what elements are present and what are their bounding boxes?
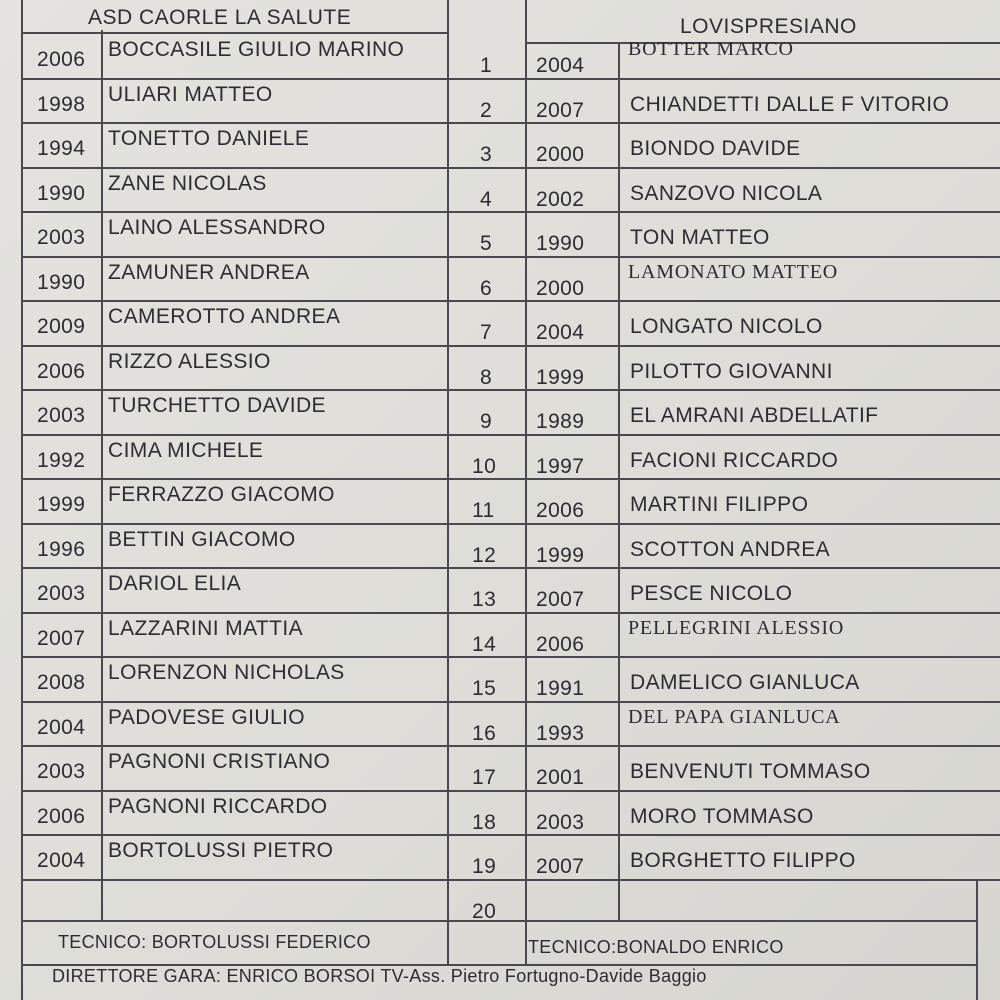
home-player-name: LAINO ALESSANDRO [108,216,326,239]
home-birth-year: 2006 [37,359,86,383]
away-birth-year: 2004 [536,54,585,77]
shirt-number: 5 [480,232,493,255]
home-birth-year: 1990 [37,181,86,205]
shirt-number: 17 [472,766,497,789]
away-birth-year: 2001 [536,766,585,789]
away-player-name: MARTINI FILIPPO [630,493,809,516]
shirt-number: 7 [480,321,493,344]
shirt-number: 6 [480,276,493,300]
grid-line-home-year [101,30,103,920]
shirt-number: 18 [472,810,497,834]
shirt-number: 19 [472,855,497,878]
row-divider [21,567,1000,569]
home-player-name: ZAMUNER ANDREA [108,260,310,284]
away-birth-year: 2007 [536,855,585,878]
home-birth-year: 2003 [37,582,86,605]
grid-line-right [976,880,978,1000]
shirt-number: 3 [480,143,493,166]
away-birth-year: 1993 [536,721,585,745]
row-divider [21,834,1000,836]
home-birth-year: 2006 [37,804,86,828]
grid-line-left [21,0,23,1000]
shirt-number: 12 [472,543,497,567]
home-birth-year: 1990 [37,270,86,294]
away-player-name: LAMONATO MATTEO [628,260,838,283]
home-player-name: RIZZO ALESSIO [108,349,271,373]
row-divider [21,300,1000,302]
home-player-name: DARIOL ELIA [108,572,242,595]
shirt-number: 8 [480,365,493,389]
away-birth-year: 2007 [536,98,585,122]
row-divider [21,434,1000,436]
away-birth-year: 2000 [536,143,585,166]
row-divider [21,745,1000,747]
row-divider [21,478,1000,480]
away-player-name: BOTTER MARCO [628,38,794,60]
away-birth-year: 2006 [536,632,585,656]
away-birth-year: 2002 [536,187,585,211]
row-divider [21,167,1000,169]
away-birth-year: 2006 [536,499,585,522]
away-team-name: LOVISPRESIANO [680,15,857,38]
away-player-name: MORO TOMMASO [630,804,814,828]
row-divider [21,211,1000,213]
away-player-name: PELLEGRINI ALESSIO [628,616,845,639]
home-birth-year: 2007 [37,626,86,650]
home-birth-year: 2003 [37,760,86,783]
home-player-name: TONETTO DANIELE [108,127,310,150]
home-player-name: BORTOLUSSI PIETRO [108,839,334,862]
home-coach: TECNICO: BORTOLUSSI FEDERICO [58,932,371,952]
home-birth-year: 1992 [37,448,86,472]
row-divider [21,389,1000,391]
shirt-number: 15 [472,677,497,700]
home-birth-year: 2003 [37,404,86,427]
grid-line-top [21,32,447,34]
home-player-name: PAGNONI RICCARDO [108,794,328,818]
away-player-name: DEL PAPA GIANLUCA [628,705,841,728]
home-player-name: PAGNONI CRISTIANO [108,750,331,773]
home-player-name: ULIARI MATTEO [108,82,273,106]
away-player-name: EL AMRANI ABDELLATIF [630,404,879,427]
home-birth-year: 1994 [37,137,86,160]
shirt-number: 4 [480,187,493,211]
row-divider [21,256,1000,258]
away-birth-year: 1991 [536,677,585,700]
row-divider [21,612,1000,614]
shirt-number: 14 [472,632,497,656]
away-birth-year: 2003 [536,810,585,834]
row-divider [21,78,1000,80]
away-player-name: SCOTTON ANDREA [630,537,831,561]
away-player-name: CHIANDETTI DALLE F VITORIO [630,92,950,116]
row-divider [21,656,1000,658]
home-player-name: FERRAZZO GIACOMO [108,483,335,506]
shirt-number: 20 [472,899,497,923]
home-player-name: TURCHETTO DAVIDE [108,394,326,417]
away-birth-year: 2007 [536,588,585,611]
shirt-number: 2 [480,98,493,122]
home-birth-year: 1998 [37,92,86,116]
shirt-number: 1 [480,54,493,77]
shirt-number: 11 [472,499,495,522]
home-player-name: CAMEROTTO ANDREA [108,305,341,328]
row-divider [21,790,1000,792]
away-birth-year: 1999 [536,365,585,389]
row-divider [21,345,1000,347]
away-player-name: PESCE NICOLO [630,582,793,605]
grid-line-home-name [447,0,449,966]
row-divider [21,879,1000,881]
home-birth-year: 1996 [37,537,86,561]
grid-line-footer-top [21,920,976,922]
home-player-name: LORENZON NICHOLAS [108,661,345,684]
shirt-number: 9 [480,410,493,433]
away-player-name: BORGHETTO FILIPPO [630,849,856,872]
away-birth-year: 1990 [536,232,585,255]
home-birth-year: 2009 [37,315,86,338]
home-birth-year: 2004 [37,715,86,739]
away-player-name: DAMELICO GIANLUCA [630,671,860,694]
home-player-name: ZANE NICOLAS [108,171,267,195]
home-birth-year: 2004 [37,849,86,872]
home-player-name: BOCCASILE GIULIO MARINO [108,38,405,61]
away-player-name: BIONDO DAVIDE [630,137,801,160]
away-player-name: SANZOVO NICOLA [630,181,823,205]
shirt-number: 10 [472,454,497,478]
away-player-name: PILOTTO GIOVANNI [630,359,833,383]
away-birth-year: 2004 [536,321,585,344]
home-player-name: CIMA MICHELE [108,438,264,462]
away-birth-year: 1999 [536,543,585,567]
home-player-name: PADOVESE GIULIO [108,705,305,729]
away-birth-year: 2000 [536,276,585,300]
home-birth-year: 2008 [37,671,86,694]
row-divider [21,701,1000,703]
home-birth-year: 1999 [37,493,86,516]
row-divider [21,122,1000,124]
away-coach: TECNICO:BONALDO ENRICO [528,937,784,957]
away-player-name: BENVENUTI TOMMASO [630,760,871,783]
away-birth-year: 1989 [536,410,585,433]
home-player-name: BETTIN GIACOMO [108,527,296,551]
row-divider [21,523,1000,525]
home-birth-year: 2006 [37,48,86,71]
away-player-name: LONGATO NICOLO [630,315,823,338]
shirt-number: 16 [472,721,497,745]
away-birth-year: 1997 [536,454,585,478]
home-birth-year: 2003 [37,226,86,249]
shirt-number: 13 [472,588,497,611]
home-team-name: ASD CAORLE LA SALUTE [88,6,352,29]
match-officials: DIRETTORE GARA: ENRICO BORSOI TV-Ass. Pietro Fortugno-Davide Baggio [52,966,707,986]
away-player-name: TON MATTEO [630,226,770,249]
grid-line-number [525,0,527,966]
away-player-name: FACIONI RICCARDO [630,448,839,472]
home-player-name: LAZZARINI MATTIA [108,616,304,640]
